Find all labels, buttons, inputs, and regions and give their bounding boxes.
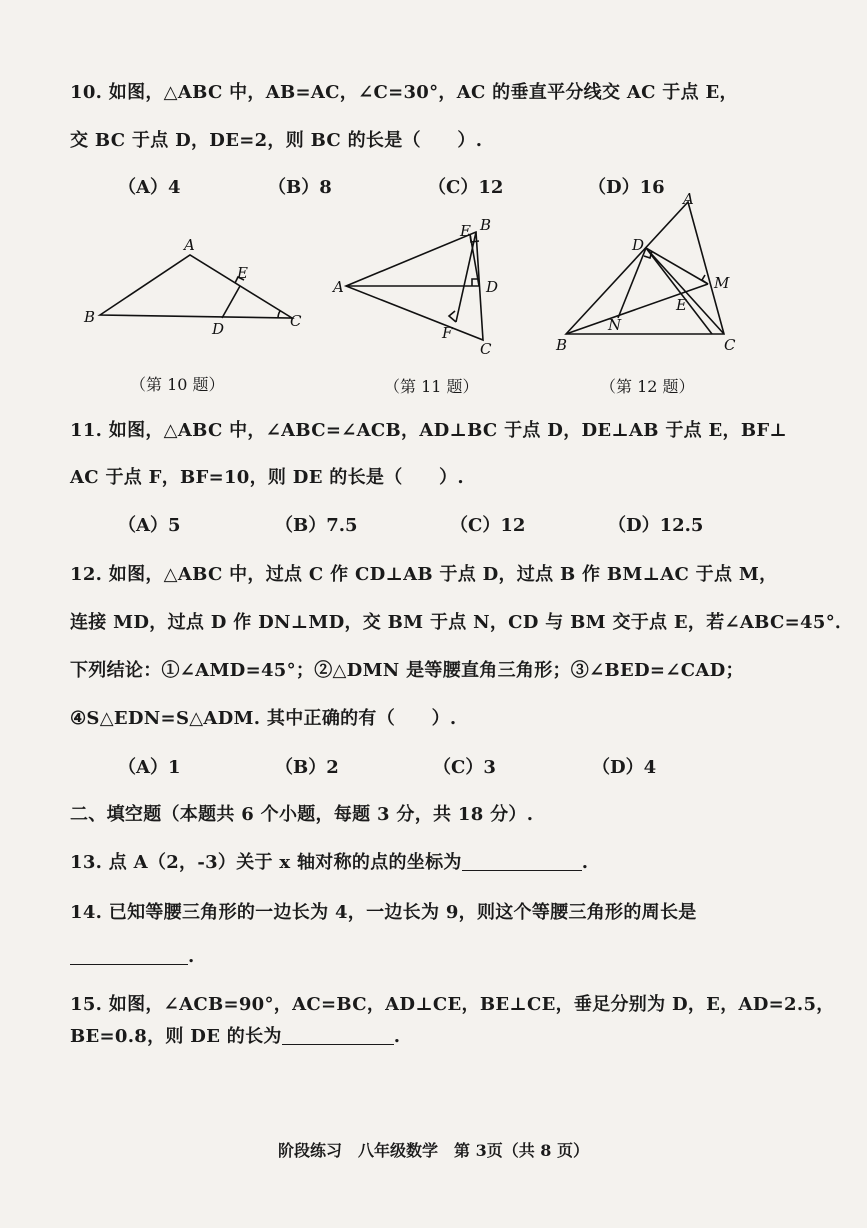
fig11-label-f: F: [442, 324, 453, 342]
q13-line: [70, 848, 588, 874]
q11-option-d[interactable]: （D）12.5: [608, 515, 704, 536]
fig10-label-d: D: [212, 320, 225, 338]
fig11-label-e: E: [460, 222, 471, 240]
fig12-label-e: E: [676, 296, 687, 314]
figure-12: [552, 190, 752, 360]
q15-line1: 15. 如图，∠ACB=90°，AC=BC，AD⊥CE，BE⊥CE，垂足分别为 D，E，AD=2.5，: [70, 994, 835, 1015]
q11-line1: 11. 如图，△ABC 中，∠ABC=∠ACB，AD⊥BC 于点 D，DE⊥AB 于点 E，BF⊥: [70, 420, 788, 441]
q13-text: 13. 点 A（2，-3）关于 x 轴对称的点的坐标为: [70, 852, 462, 873]
fig11-label-c: C: [480, 340, 492, 357]
q10-option-c[interactable]: （C）12: [428, 177, 504, 198]
fig10-label-a: A: [184, 236, 195, 254]
fig12-label-c: C: [724, 336, 736, 354]
figure-10: [80, 230, 320, 340]
q11-option-c[interactable]: （C）12: [450, 515, 526, 536]
q12-option-a[interactable]: （A）1: [118, 757, 181, 778]
q10-option-b[interactable]: （B）8: [268, 177, 332, 198]
q11-option-b[interactable]: （B）7.5: [275, 515, 358, 536]
fig10-label-c: C: [290, 312, 302, 330]
figure-11: [328, 212, 518, 357]
q13-end: .: [581, 852, 589, 873]
fig11-label-d: D: [486, 278, 499, 296]
q14-end: .: [188, 946, 195, 967]
fig12-label-a: A: [683, 190, 694, 208]
q11-option-a[interactable]: （A）5: [118, 515, 181, 536]
q12-line2: 连接 MD，过点 D 作 DN⊥MD，交 BM 于点 N，CD 与 BM 交于点 E，若∠ABC=45°．: [70, 612, 854, 633]
q10-line2: 交 BC 于点 D，DE=2，则 BC 的长是（ ）.: [70, 130, 483, 151]
fig12-label-n: N: [608, 316, 622, 334]
fig12-label-d: D: [632, 236, 645, 254]
q10-line1: 10. 如图，△ABC 中，AB=AC，∠C=30°，AC 的垂直平分线交 AC 于点 E，: [70, 82, 738, 103]
q13-answer-blank[interactable]: [462, 852, 582, 871]
page-footer: 阶段练习 八年级数学 第 3页（共 8 页）: [278, 1141, 589, 1160]
fig12-caption: （第 12 题）: [600, 377, 695, 396]
fig11-caption: （第 11 题）: [384, 377, 479, 396]
section-2-heading: 二、填空题（本题共 6 个小题，每题 3 分，共 18 分）.: [70, 804, 534, 825]
q10-option-d[interactable]: （D）16: [588, 177, 665, 198]
q12-line3: 下列结论：①∠AMD=45°；②△DMN 是等腰直角三角形；③∠BED=∠CAD；: [70, 660, 744, 681]
fig11-label-a: A: [333, 278, 344, 296]
fig10-label-b: B: [84, 308, 96, 326]
q14-line1: 14. 已知等腰三角形的一边长为 4，一边长为 9，则这个等腰三角形的周长是: [70, 902, 697, 923]
q12-line4: ④S△EDN=S△ADM. 其中正确的有（ ）.: [70, 708, 457, 729]
q14-answer-blank[interactable]: [70, 946, 188, 965]
q15-end: .: [393, 1026, 401, 1047]
q10-option-a[interactable]: （A）4: [118, 177, 181, 198]
fig11-label-b: B: [480, 216, 492, 234]
fig10-caption: （第 10 题）: [130, 375, 225, 394]
q12-option-c[interactable]: （C）3: [433, 757, 496, 778]
q14-line2: [70, 946, 195, 967]
q15-text: BE=0.8，则 DE 的长为: [70, 1026, 282, 1047]
fig10-label-e: E: [237, 264, 248, 282]
q12-option-d[interactable]: （D）4: [592, 757, 657, 778]
q12-line1: 12. 如图，△ABC 中，过点 C 作 CD⊥AB 于点 D，过点 B 作 BM⊥AC 于点 M，: [70, 564, 778, 585]
q15-line2: [70, 1022, 400, 1048]
fig12-label-m: M: [714, 274, 730, 292]
q15-answer-blank[interactable]: [282, 1026, 394, 1045]
fig12-label-b: B: [556, 336, 568, 354]
q12-option-b[interactable]: （B）2: [275, 757, 339, 778]
q11-line2: AC 于点 F，BF=10，则 DE 的长是（ ）.: [70, 467, 464, 488]
